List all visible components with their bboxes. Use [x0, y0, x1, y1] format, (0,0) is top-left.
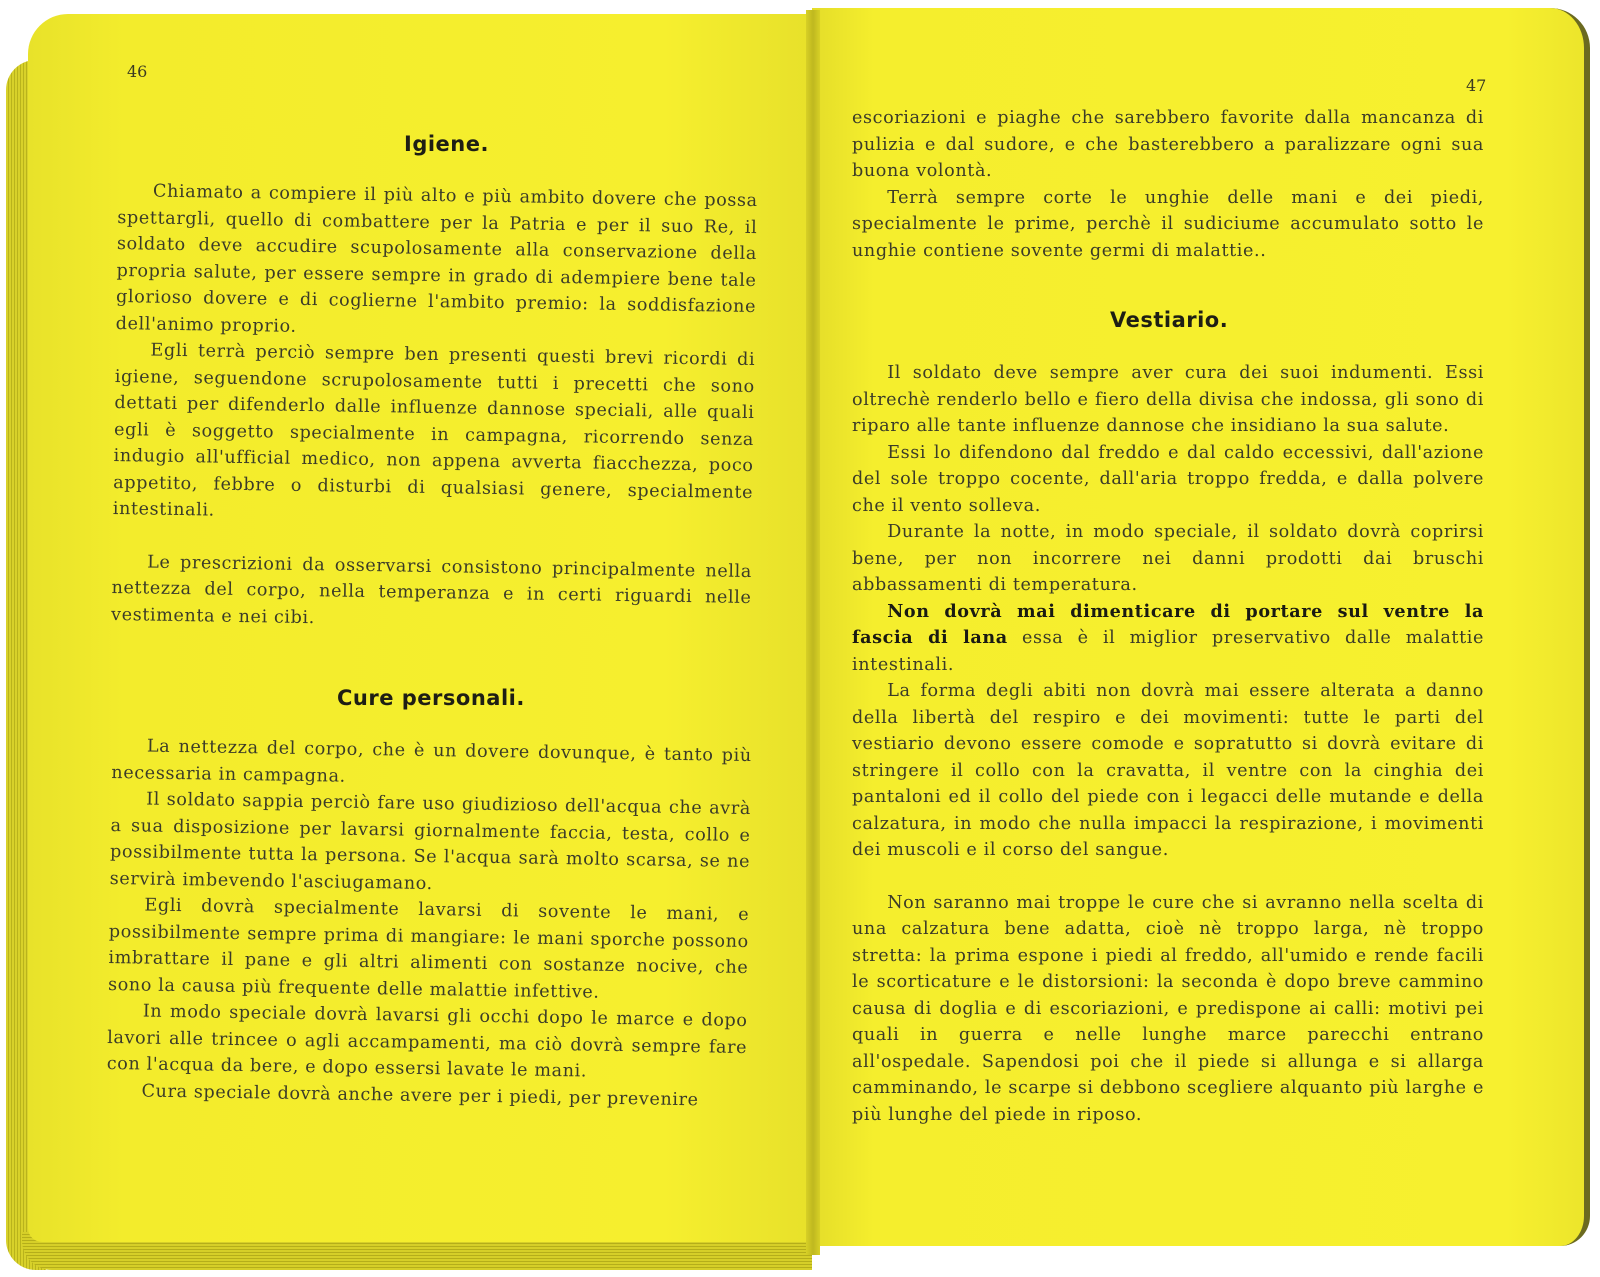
vestiario-section	[852, 360, 1484, 1128]
page-number-right: 47	[1466, 76, 1487, 95]
paragraph-text: essa è il miglior preservativo dalle malattie intestinali.	[852, 628, 1484, 675]
paragraph: Le prescrizioni da osservarsi consistono principalmente nella nettezza del corpo, nella temperanza e in certi riguardi nelle vestimenta e nei cibi.	[110, 552, 753, 628]
continuation-section	[852, 105, 1484, 264]
paragraph: Essi lo difendono dal freddo e dal caldo eccessivi, dall'azione del sole troppo cocente, dall'aria troppo fredda, e dalla polvere che il vento solleva.	[852, 442, 1484, 516]
paragraph	[852, 599, 1484, 679]
heading-vestiario: Vestiario.	[1110, 308, 1229, 332]
paragraph: Cura speciale dovrà anche avere per i piedi, per prevenire	[141, 1081, 699, 1110]
cure-section	[106, 733, 752, 1114]
paragraph: La nettezza del corpo, che è un dovere dovunque, è tanto più necessaria in campagna.	[111, 736, 752, 787]
paragraph: In modo speciale dovrà lavarsi gli occhi dopo le marce e dopo lavori alle trincee o agli accampamenti, ma ciò dovrà sempre fare con l'acqua da bere, e dopo essersi lavate le mani.	[106, 1001, 748, 1082]
paragraph: Il soldato sappia perciò fare uso giudizioso dell'acqua che avrà a sua disposizione per lavarsi giornalmente faccia, testa, collo e possibilmente tutta la persona. Se l'acqua sarà molto scarsa, se ne servirà imbevendo l'asciugamano.	[109, 789, 752, 894]
page-number-left: 46	[127, 62, 148, 81]
paragraph: Egli terrà perciò sempre ben presenti questi brevi ricordi di igiene, seguendone scrupolosamente tutti i precetti che sono dettati per difenderlo dalle influenze dannose speciali, alle quali egli è soggetto specialmente in campagna, ricorrendo senza indugio all'ufficial medico, non appena avverta fiacchezza, poco appetito, febbre o disturbi di qualsiasi genere, specialmente intestinali.	[112, 340, 756, 521]
paragraph: Terrà sempre corte le unghie delle mani e dei piedi, specialmente le prime, perchè il sudiciume accumulato sotto le unghie contiene sovente germi di malattie..	[852, 187, 1484, 261]
bold-warning-text: Non dovrà mai dimenticare di portare sul ventre la fascia di lana	[852, 600, 1484, 648]
book-gutter	[806, 10, 820, 1255]
paragraph: Durante la notte, in modo speciale, il soldato dovrà coprirsi bene, per non incorrere nei danni prodotti dai bruschi abbassamenti di temperatura.	[852, 522, 1484, 595]
paragraph: Il soldato deve sempre aver cura dei suoi indumenti. Essi oltrechè renderlo bello e fiero della divisa che indossa, gli sono di riparo alle tante influenze dannose che insidiano la sua salute.	[852, 363, 1484, 436]
igiene-section	[111, 178, 758, 638]
paragraph: Egli dovrà specialmente lavarsi di sovente le mani, e possibilmente sempre prima di mangiare: le mani sporche possono imbrattare il pane e gli altri alimenti con sostanze nocive, che sono la causa più frequente delle malattie infettive.	[107, 895, 750, 1003]
paragraph: La forma degli abiti non dovrà mai essere alterata a danno della libertà del respiro e dei movimenti: tutte le parti del vestiario devono essere comode e sopratutto si dovrà evitare di stringere il collo con la cravatta, il ventre con la cinghia dei pantaloni ed il collo del piede con i legacci delle mutande e della calzatura, in modo che nulla impacci la respirazione, i movimenti dei muscoli e il corso del sangue.	[852, 681, 1484, 860]
paragraph: escoriazioni e piaghe che sarebbero favorite dalla mancanza di pulizia e dal sudore, e che basterebbero a paralizzare ogni sua buona volontà.	[852, 108, 1484, 181]
paragraph: Non saranno mai troppe le cure che si avranno nella scelta di una calzatura bene adatta, cioè nè troppo larga, nè troppo stretta: la prima espone i piedi al freddo, all'umido e rende facili le scorticature e le distorsioni: la seconda è dopo breve cammino causa di doglia e di escoriazioni, e predispone ai calli: motivi pei quali in guerra e nelle lunghe marce parecchi entrano all'ospedale. Sapendosi poi che il piede si allunga e si allarga camminando, le scarpe si debbono scegliere alquanto più larghe e più lunghe del piede in riposo.	[852, 892, 1484, 1125]
heading-cure-personali: Cure personali.	[337, 686, 525, 710]
paragraph: Chiamato a compiere il più alto e più ambito dovere che possa spettargli, quello di combattere per la Patria e per il suo Re, il soldato deve accudire scupolosamente alla conservazione della propria salute, per essere sempre in grado di adempiere bene tale glorioso dovere e di coglierne l'ambito premio: la soddisfazione dell'animo proprio.	[115, 181, 758, 337]
heading-igiene: Igiene.	[404, 132, 489, 156]
